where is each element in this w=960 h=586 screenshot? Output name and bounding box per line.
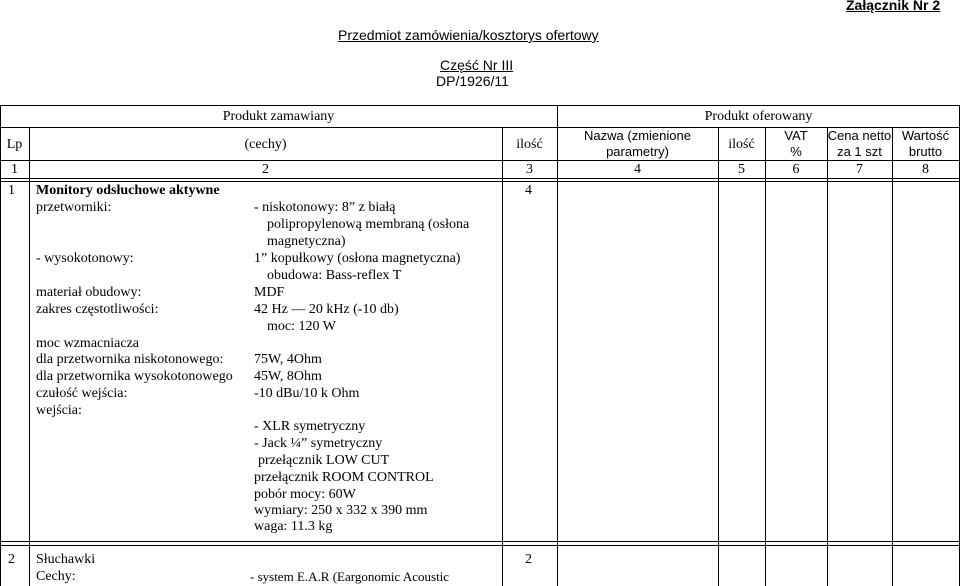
label: przetworniki:: [36, 200, 112, 215]
label: dla przetwornika wysokotonowego: [36, 369, 233, 384]
label: zakres częstotliwości:: [36, 302, 159, 317]
value: moc: 120 W: [267, 319, 336, 334]
value: 75W, 4Ohm: [254, 352, 322, 367]
value: -10 dBu/10 k Ohm: [254, 386, 360, 401]
label: wejścia:: [36, 403, 82, 418]
col-number: 4: [634, 162, 641, 177]
value: 1” kopułkowy (osłona magnetyczna): [254, 251, 461, 266]
reference-number: DP/1926/11: [436, 73, 509, 89]
row1-title: Monitory odsłuchowe aktywne: [36, 183, 220, 198]
col-number: 8: [922, 162, 929, 177]
row2-features-label: Cechy:: [36, 569, 76, 584]
value: przełącznik ROOM CONTROL: [254, 470, 434, 485]
row2-title: Słuchawki: [36, 552, 96, 567]
value: - XLR symetryczny: [254, 419, 366, 434]
value: pobór mocy: 60W: [254, 487, 356, 502]
header-vat: VAT %: [784, 128, 808, 159]
value: obudowa: Bass-reflex T: [267, 268, 402, 283]
group-offered-header: Produkt oferowany: [704, 109, 813, 124]
value: MDF: [254, 285, 285, 300]
value: waga: 11.3 kg: [254, 519, 333, 534]
label: - wysokotonowy:: [36, 251, 134, 266]
header-gross-value: Wartość brutto: [901, 128, 950, 159]
col-number: 3: [526, 162, 533, 177]
header-features: (cechy): [244, 137, 287, 152]
group-ordered-header: Produkt zamawiany: [222, 109, 335, 124]
value: polipropylenową membraną (osłona: [267, 217, 470, 232]
value: 45W, 8Ohm: [254, 369, 322, 384]
col-number: 2: [262, 162, 269, 177]
col-number: 5: [738, 162, 745, 177]
label: czułość wejścia:: [36, 386, 128, 401]
value: przełącznik LOW CUT: [258, 453, 390, 468]
value: - Jack ¼” symetryczny: [254, 436, 383, 451]
header-lp: Lp: [6, 137, 23, 152]
label: moc wzmacniacza: [36, 336, 139, 351]
attachment-label: Załącznik Nr 2: [846, 0, 941, 13]
header-net-price: Cena netto za 1 szt: [827, 128, 892, 159]
header-name: Nazwa (zmienione parametry): [584, 128, 691, 159]
value: wymiary: 250 x 332 x 390 mm: [254, 503, 428, 518]
value: - niskotonowy: 8” z białą: [254, 200, 396, 215]
header-qty: ilość: [516, 137, 543, 152]
header-qty-offered: ilość: [728, 137, 755, 152]
col-number: 7: [856, 162, 863, 177]
row1-lp: 1: [8, 183, 15, 198]
value: 42 Hz — 20 kHz (-10 db): [254, 302, 399, 317]
label: materiał obudowy:: [36, 285, 142, 300]
row1-qty: 4: [525, 183, 532, 198]
value: magnetyczna): [267, 234, 346, 249]
label: dla przetwornika niskotonowego:: [36, 352, 224, 367]
col-number: 1: [11, 162, 18, 177]
row2-lp: 2: [8, 552, 15, 567]
col-number: 6: [792, 162, 800, 177]
row2-features-value: - system E.A.R (Eargonomic Acoustic: [250, 569, 450, 584]
document-title: Przedmiot zamówienia/kosztorys ofertowy: [338, 27, 599, 43]
part-number: Część Nr III: [440, 57, 514, 73]
row2-qty: 2: [525, 552, 532, 567]
